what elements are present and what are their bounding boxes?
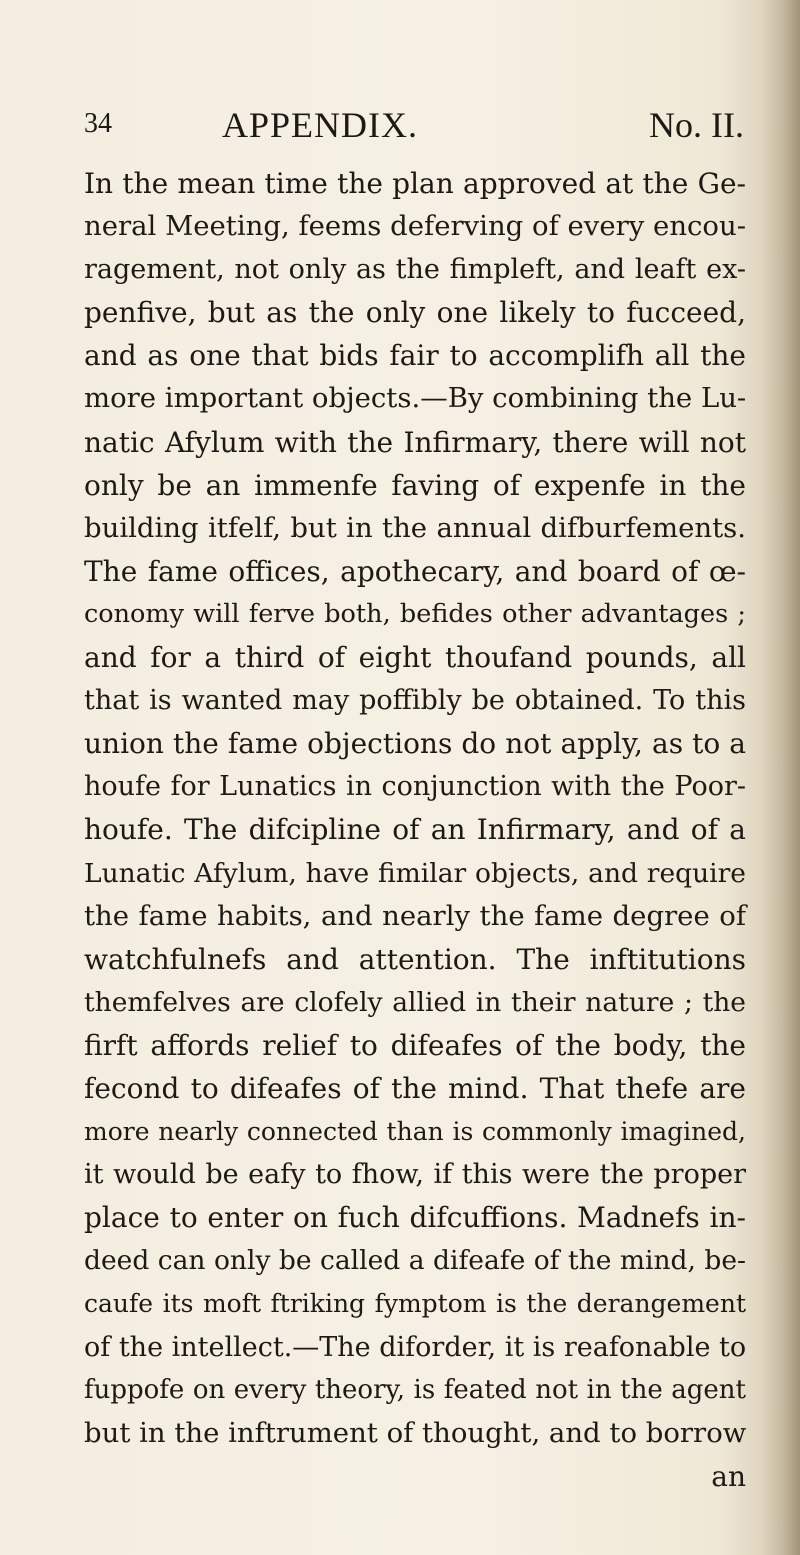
text-line: Lunatic Afylum, have fimilar objects, and require [84, 857, 746, 889]
text-line: neral Meeting, feems deferving of every encou- [84, 210, 746, 243]
page-edge-shadow [762, 0, 800, 1555]
text-line: The fame offices, apothecary, and board of œ- [84, 554, 746, 588]
text-line: deed can only be called a difeafe of the mind, be- [84, 1245, 746, 1277]
text-line: caufe its moft ftriking fymptom is the derangement [84, 1289, 746, 1319]
text-line: only be an immenfe faving of expenfe in the [84, 468, 746, 502]
text-line: more nearly connected than is commonly imagined, [84, 1117, 746, 1147]
text-line: conomy will ferve both, befides other advantages ; [84, 598, 746, 629]
body-text [84, 162, 746, 1498]
catchword: an [711, 1459, 746, 1493]
text-line: of the intellect.—The diforder, it is reafonable to [84, 1331, 747, 1363]
text-line: and as one that bids fair to accomplifh all the [84, 339, 746, 373]
text-line: building itfelf, but in the annual difburfements. [84, 511, 746, 544]
running-head-section: No. II. [649, 105, 744, 145]
text-line: watchfulnefs and attention. The inftitutions [84, 942, 746, 976]
text-line: more important objects.—By combining the Lu- [84, 382, 747, 415]
text-line: fuppofe on every theory, is feated not in the agent [84, 1374, 746, 1405]
text-line: houfe. The difcipline of an Infirmary, and of a [84, 813, 746, 847]
text-line: ragement, not only as the fimpleft, and leaft ex- [84, 254, 746, 286]
text-line: union the fame objections do not apply, as to a [84, 727, 746, 761]
text-line: natic Afylum with the Infirmary, there will not [84, 425, 746, 459]
text-line: it would be eafy to fhow, if this were the proper [84, 1159, 746, 1191]
text-line: In the mean time the plan approved at the Ge- [84, 167, 746, 200]
running-head [84, 104, 744, 150]
text-line: and for a third of eight thoufand pounds, all [84, 641, 746, 675]
text-line: themfelves are clofely allied in their nature ; the [84, 986, 746, 1018]
text-line: penfive, but as the only one likely to fucceed, [84, 296, 746, 330]
text-line: place to enter on fuch difcuffions. Madnefs in- [84, 1201, 746, 1235]
text-line: fecond to difeafes of the mind. That thefe are [84, 1071, 746, 1105]
text-line: firft affords relief to difeafes of the body, the [84, 1028, 746, 1062]
text-line: that is wanted may poffibly be obtained. To this [84, 685, 746, 717]
text-line: houfe for Lunatics in conjunction with the Poor- [84, 771, 746, 803]
text-line: the fame habits, and nearly the fame degree of [84, 899, 746, 932]
page-number: 34 [84, 108, 112, 139]
running-head-title: APPENDIX. [222, 105, 419, 145]
text-line: but in the inftrument of thought, and to borrow [84, 1416, 747, 1449]
